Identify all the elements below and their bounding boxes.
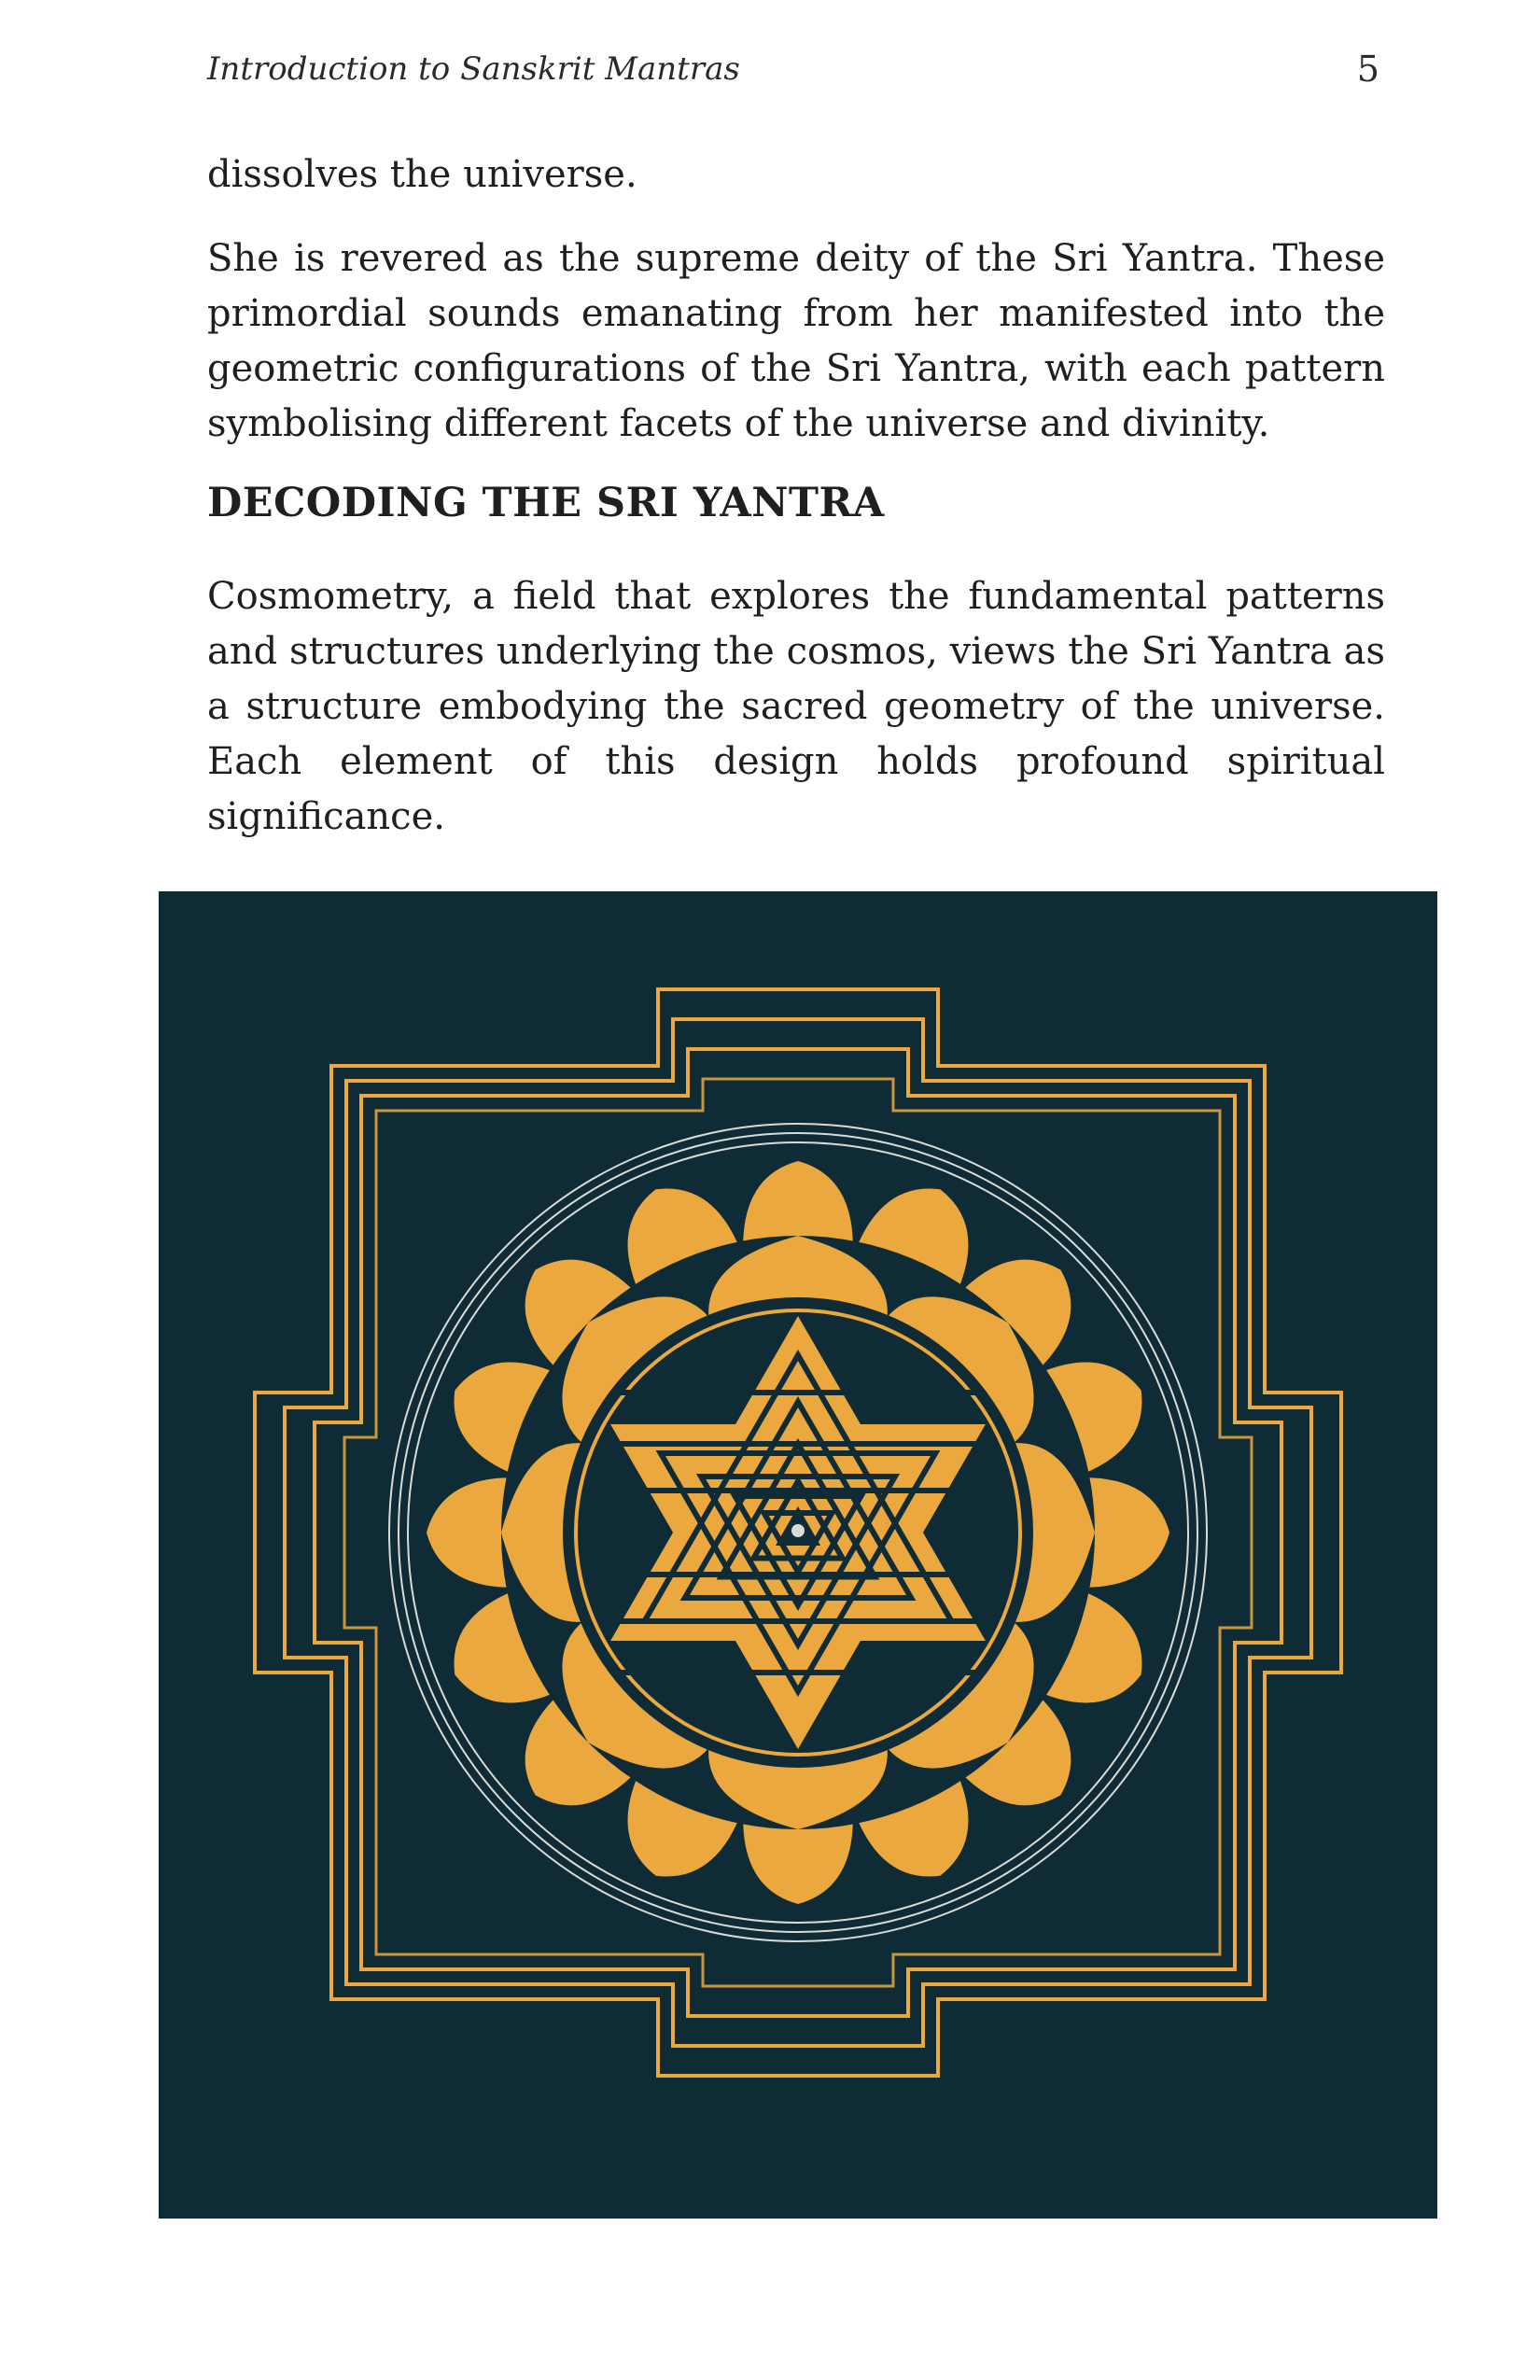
running-title: Introduction to Sanskrit Mantras bbox=[207, 50, 740, 88]
paragraph-cosmometry: Cosmometry, a field that explores the fundamental patterns and structures underlying the cosmos, views the Sri Yantra as a structure embodying the sacred geometry of the universe. Each element of this design holds profound spiritual significance. bbox=[207, 575, 1385, 838]
section-heading: DECODING THE SRI YANTRA bbox=[207, 480, 885, 526]
sri-yantra-icon bbox=[159, 891, 1437, 2219]
paragraph-continuation: dissolves the universe. bbox=[207, 153, 637, 196]
sri-yantra-illustration bbox=[159, 891, 1437, 2219]
bindu-dot bbox=[791, 1524, 805, 1537]
page-number: 5 bbox=[1356, 49, 1379, 90]
triangle-core bbox=[574, 1309, 1022, 1757]
paragraph-deity: She is revered as the supreme deity of the Sri Yantra. These primordial sounds emanating from her manifested into the geometric configurations of the Sri Yantra, with each pattern symbolising different facets of the universe and divinity. bbox=[207, 237, 1385, 445]
